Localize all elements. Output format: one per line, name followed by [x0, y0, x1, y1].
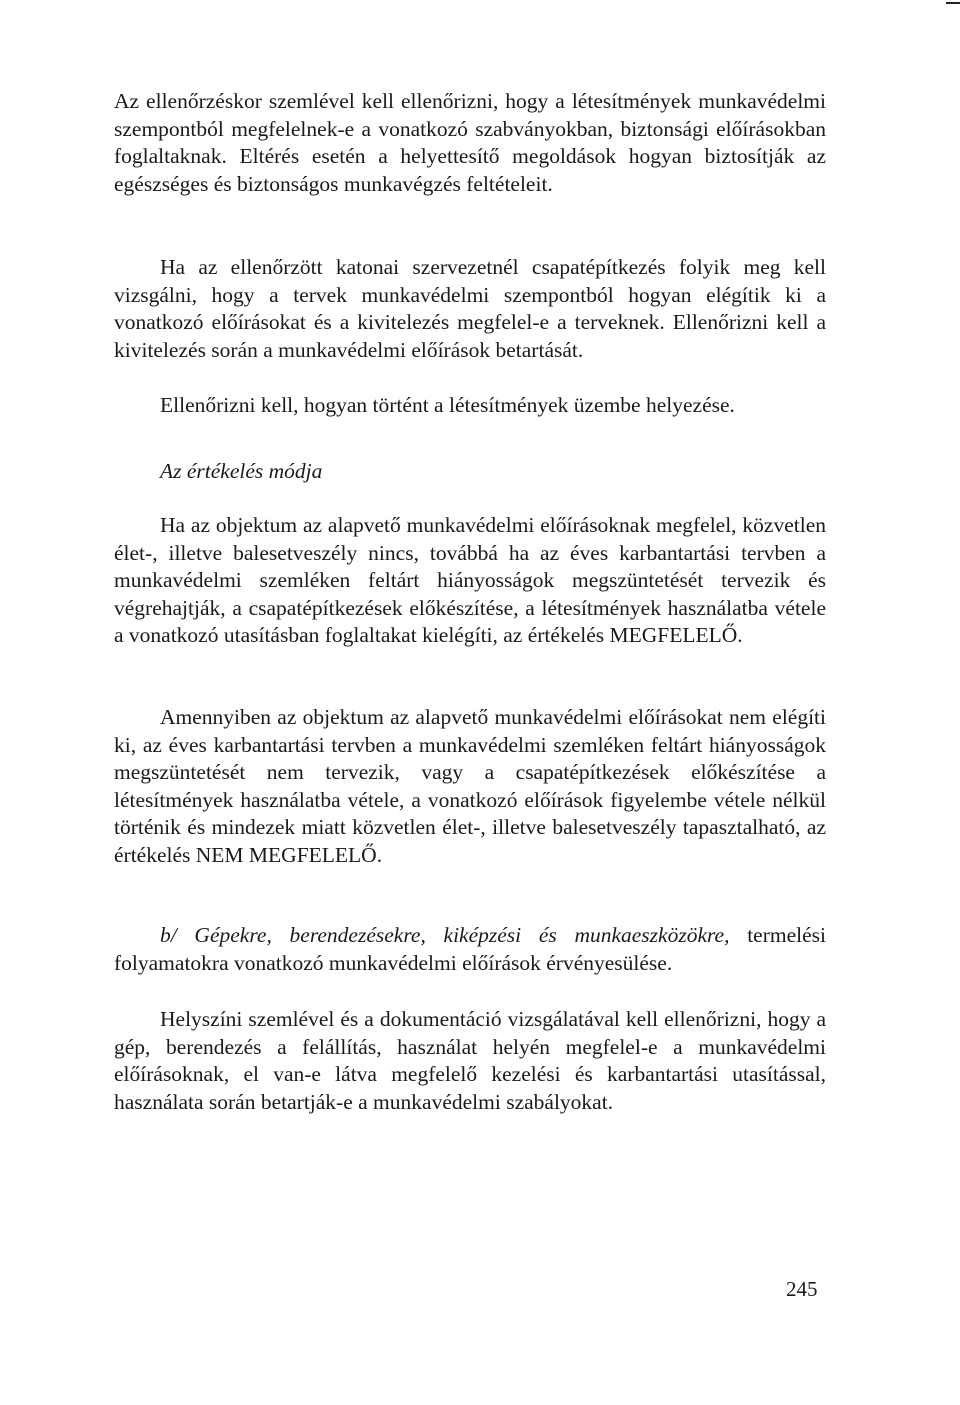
paragraph-commissioning-check: Ellenőrizni kell, hogyan történt a létesítmények üzembe helyezése.: [160, 393, 735, 417]
paragraph-construction-check: Ha az ellenőrzött katonai szervezetnél csapatépítkezés folyik meg kell vizsgálni, hogy a tervek munkavédelmi szempontból hogyan elégítik ki a vonatkozó előírásokat és a kivitelezés megfelel-e a terveknek. Ellenőrizni kell a kivitelezés során a munkavédelmi előírások betartását.: [114, 255, 826, 362]
section-heading-evaluation: Az értékelés módja: [160, 459, 323, 483]
paragraph-inspection-intro: Az ellenőrzéskor szemlével kell ellenőrizni, hogy a létesítmények munkavédelmi szempontból megfelelnek-e a vonatkozó szabványokban, biztonsági előírásokban foglaltaknak. Eltérés esetén a helyettesítő megoldások hogyan biztosítják az egészséges és biztonságos munkavégzés feltételeit.: [114, 89, 826, 196]
paragraph-evaluation-fail: Amennyiben az objektum az alapvető munkavédelmi előírásokat nem elégíti ki, az éves karbantartási tervben a munkavédelmi szemléken feltárt hiányosságok megszüntetését nem tervezik, vagy a csapatépítkezések előkészítése a létesítmények használatba vétele, a vonatkozó előírások figyelembe vétele nélkül történik és mindezek miatt közvetlen élet-, illetve balesetveszély tapasztalható, az értékelés NEM MEGFELELŐ.: [114, 705, 826, 867]
scan-edge-mark: [946, 2, 960, 4]
machinery-heading-rest: termelési folyamatokra vonatkozó munkavédelmi előírások érvényesülése.: [114, 923, 826, 975]
paragraph-evaluation-pass: Ha az objektum az alapvető munkavédelmi előírásoknak megfelel, közvetlen élet-, illetve balesetveszély nincs, továbbá ha az éves karbantartási tervben a munkavédelmi szemléken feltárt hiányosságok megszüntetését tervezik és végrehajtják, a csapatépítkezések előkészítése, a létesítmények használatba vétele a vonatkozó utasításban foglaltakat kielégíti, az értékelés MEGFELELŐ.: [114, 513, 826, 647]
machinery-heading-italic: b/ Gépekre, berendezésekre, kiképzési és munkaeszközökre,: [160, 923, 730, 947]
paragraph-site-inspection: Helyszíni szemlével és a dokumentáció vizsgálatával kell ellenőrizni, hogy a gép, berendezés a felállítás, használat helyén megfelel-e a munkavédelmi előírásoknak, el van-e látva megfelelő kezelési és karbantartási utasítással, használata során betartják-e a munkavédelmi szabályokat.: [114, 1007, 826, 1114]
page-number: 245: [786, 1277, 818, 1301]
paragraph-machinery-heading: [114, 922, 826, 977]
